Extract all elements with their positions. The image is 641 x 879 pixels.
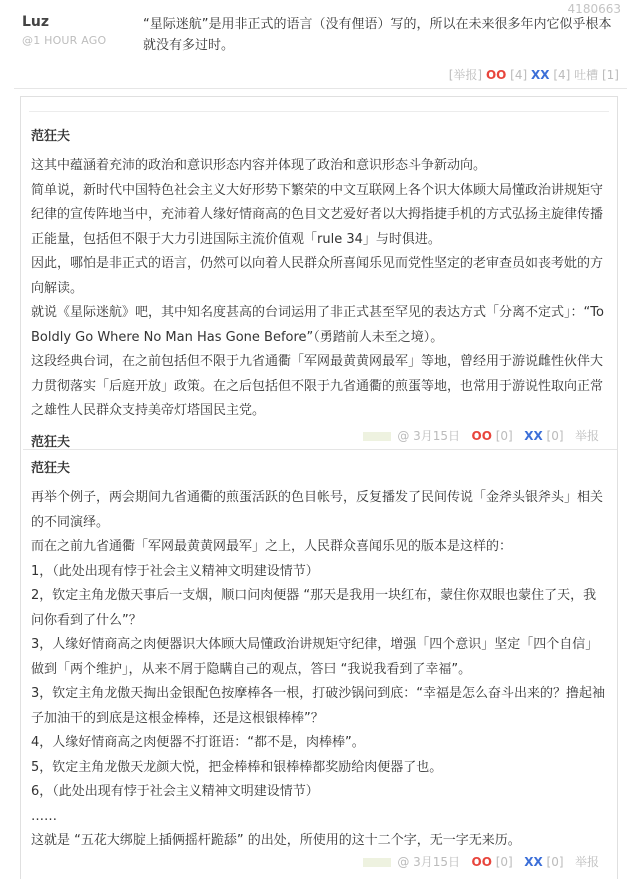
oo-button[interactable]: OO	[471, 429, 492, 443]
tucao-date: 3月15日	[413, 855, 461, 869]
xx-button[interactable]: XX	[524, 855, 543, 869]
comment-id: 4180663	[567, 2, 621, 16]
xx-count: [0]	[546, 429, 564, 443]
comment-vote-bar	[449, 66, 619, 83]
at-sign: @	[397, 855, 410, 869]
tucao-paragraph: 4，人缘好情商高之肉便器不打诳语：“都不是，肉棒棒”。	[31, 735, 365, 750]
tucao-panel	[20, 96, 618, 879]
xx-button[interactable]: XX	[531, 68, 550, 82]
oo-count: [0]	[495, 855, 513, 869]
tucao-paragraph: 6，（此处出现有悖于社会主义精神文明建设情节）	[31, 784, 319, 799]
tucao-item	[31, 125, 609, 424]
tucao-paragraph: 1，（此处出现有悖于社会主义精神文明建设情节）	[31, 563, 319, 579]
tucao-author: 范狂夫	[31, 435, 71, 450]
oo-count: [4]	[510, 68, 528, 82]
tucao-author: 范狂夫	[31, 129, 71, 144]
tucao-paragraph: ……	[31, 808, 57, 824]
tucao-paragraph: 而在之前九省通衢「军网最黄黄网最军」之上，人民群众喜闻乐见的版本是这样的：	[31, 539, 513, 554]
tucao-paragraph: 再举个例子，两会期间九省通衢的煎蛋活跃的色目帐号，反复播发了民间传说「金斧头银斧头」相关的不同演绎。	[31, 490, 604, 530]
tucao-meta	[31, 853, 609, 869]
tucao-paragraph: 5，钦定主角龙傲天龙颜大悦，把金棒棒和银棒棒都奖励给肉便器了也。	[31, 759, 443, 775]
tucao-paragraph: 这段经典台词，在之前包括但不限于九省通衢「军网最黄黄网最军」等地，曾经用于游说雌性伙伴大力贯彻落实「后庭开放」政策。在之后包括但不限于九省通衢的煎蛋等地，也常用于游说性取向正常之雄性人民群众支持美帝灯塔国民主党。	[31, 354, 604, 418]
tucao-paragraph: 这就是 “五花大绑腚上插俩摇杆跪舔” 的出处，所使用的这十二个字，无一字无来历。	[31, 833, 521, 848]
report-link[interactable]: [举报]	[448, 68, 483, 82]
tucao-date: 3月15日	[413, 429, 461, 443]
oo-count: [0]	[495, 429, 513, 443]
tucao-paragraph: 就说《星际迷航》吧，其中知名度甚高的台词运用了非正式甚至罕见的表达方式「分离不定式」：“To Boldly Go Where No Man Has Gone Before”（勇踏前人未至之境）。	[31, 305, 604, 345]
tucao-item	[31, 431, 609, 450]
oo-button[interactable]: OO	[485, 68, 507, 82]
tucao-paragraph: 3，钦定主角龙傲天掏出金银配色按摩棒各一根，打破沙锅问到底：“幸福是怎么奋斗出来的？撸起袖子加油干的到底是这根金棒棒，还是这根银棒棒”？	[31, 686, 606, 726]
at-sign: @	[397, 429, 410, 443]
comment-text: “星际迷航”是用非正式的语言（没有俚语）写的，所以在未来很多年内它似乎根本就没有多过时。	[143, 17, 612, 53]
tucao-paragraph: 因此，哪怕是非正式的语言，仍然可以向着人民群众所喜闻乐见而党性坚定的老审查员如丧考妣的方向解读。	[31, 256, 604, 296]
tucao-paragraph: 这其中蕴涵着充沛的政治和意识形态内容并体现了政治和意识形态斗争新动向。	[31, 158, 487, 173]
comment-author[interactable]: Luz	[22, 14, 50, 30]
xx-button[interactable]: XX	[524, 429, 543, 443]
tucao-panel-header	[29, 97, 609, 112]
tucao-item-body	[31, 457, 609, 854]
comment-time: @1 HOUR AGO	[22, 34, 107, 47]
report-link[interactable]: 举报	[574, 429, 599, 443]
report-link[interactable]: 举报	[574, 855, 599, 869]
xx-count: [4]	[553, 68, 571, 82]
oo-button[interactable]: OO	[471, 855, 492, 869]
tucao-paragraph: 简单说，新时代中国特色社会主义大好形势下繁荣的中文互联网上各个识大体顾大局懂政治讲规矩守纪律的宣传阵地当中，充沛着人缘好情商高的色目文艺爱好者以大拇指捷手机的方式弘扬主旋律传播正能量，包括但不限于大力引进国际主流价值观「rule 34」与时俱进。	[31, 182, 604, 247]
tucao-paragraph: 2，钦定主角龙傲天事后一支烟，顺口问肉便器 “那天是我用一块红布，蒙住你双眼也蒙住了天，我问你看到了什么”？	[31, 588, 597, 628]
tucao-author: 范狂夫	[31, 461, 71, 476]
divider	[14, 88, 627, 89]
tucao-button[interactable]: 吐槽 [1]	[574, 68, 619, 82]
tucao-paragraph: 3，人缘好情商高之肉便器识大体顾大局懂政治讲规矩守纪律，增强「四个意识」坚定「四个自信」做到「两个维护」，从来不屑于隐瞒自己的观点，答曰 “我说我看到了幸福”。	[31, 637, 599, 677]
blurred-author-tag	[363, 858, 391, 867]
xx-count: [0]	[546, 855, 564, 869]
